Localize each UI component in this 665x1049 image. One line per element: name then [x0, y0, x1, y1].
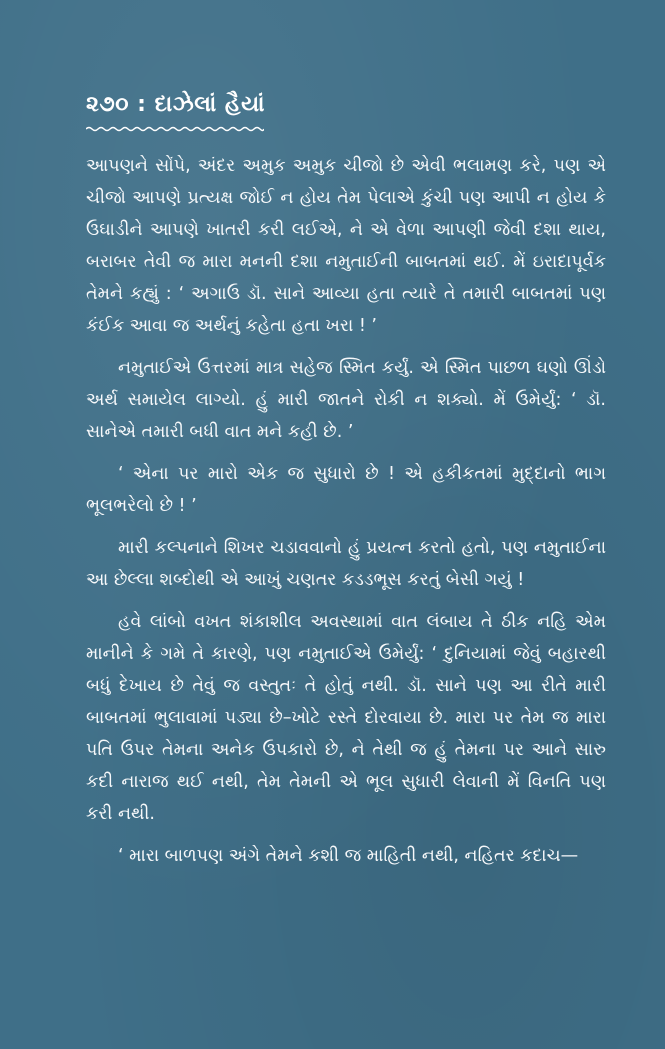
paragraph-6: ‘ મારા બાળપણ અંગે તેમને કશી જ માહિતી નથી, નહિતર કદાચ—: [118, 846, 579, 866]
paragraph-1: આપણને સોંપે, અંદર અમુક અમુક ચીજો છે એવી ભલામણ કરે, પણ એ ચીજો આપણે પ્રત્યક્ષ જોઈ ન હોય તેમ પેલાએ કુંચી પણ આપી ન હોય કે ઉઘાડીને આપણે ખાતરી કરી લઈએ, ને એ વેળા આપણી જેવી દશા થાય, બરાબર તેવી જ મારા મનની દશા નમુતાઈની બાબતમાં થઈ. મેં ઇરાદાપૂર્વક તેમને કહ્યું : ‘ અગાઉ ડૉ. સાને આવ્યા હતા ત્યારે તે તમારી બાબતમાં પણ કંઈક આવા જ અર્થનું કહેતા હતા ખરા ! ’: [86, 156, 606, 336]
paragraph-2: નમુતાઈએ ઉત્તરમાં માત્ર સહેજ સ્મિત કર્યું. એ સ્મિત પાછળ ઘણો ઊંડો અર્થ સમાયેલ લાગ્યો. હું મારી જાતને રોકી ન શક્યો. મેં ઉમેર્યું: ‘ ડૉ. સાનેએ તમારી બધી વાત મને કહી છે. ’: [86, 358, 606, 442]
paragraph-4: મારી કલ્પનાને શિખર ચડાવવાનો હું પ્રયત્ન કરતો હતો, પણ નમુતાઈના આ છેલ્લા શબ્દોથી એ આખું ચણતર કડડભૂસ કરતું બેસી ગયું !: [86, 538, 606, 590]
page-header: [86, 92, 586, 136]
paragraph-3: ‘ એના પર મારો એક જ સુધારો છે ! એ હકીકતમાં મુદ્દાનો ભાગ ભૂલભરેલો છે ! ’: [86, 464, 606, 516]
wavy-underline: [86, 126, 264, 132]
paragraph-5: હવે લાંબો વખત શંકાશીલ અવસ્થામાં વાત લંબાય તે ઠીક નહિ એમ માનીને કે ગમે તે કારણે, પણ નમુતાઈએ ઉમેર્યું: ‘ દુનિયામાં જેવું બહારથી બધું દેખાય છે તેવું જ વસ્તુતઃ તે હોતું નથી. ડૉ. સાને પણ આ રીતે મારી બાબતમાં ભુલાવામાં પડ્યા છે–ખોટે રસ્તે દોરવાયા છે. મારા પર તેમ જ મારા પતિ ઉપર તેમના અનેક ઉપકારો છે, ને તેથી જ હું તેમના પર આને સારુ કદી નારાજ થઈ નથી, તેમ તેમની એ ભૂલ સુધારી લેવાની મેં વિનતિ પણ કરી નથી.: [86, 612, 606, 824]
page-title: ૨૭૦ : દાઝેલાં હૈયાં: [86, 92, 265, 117]
page-body: [86, 150, 606, 872]
